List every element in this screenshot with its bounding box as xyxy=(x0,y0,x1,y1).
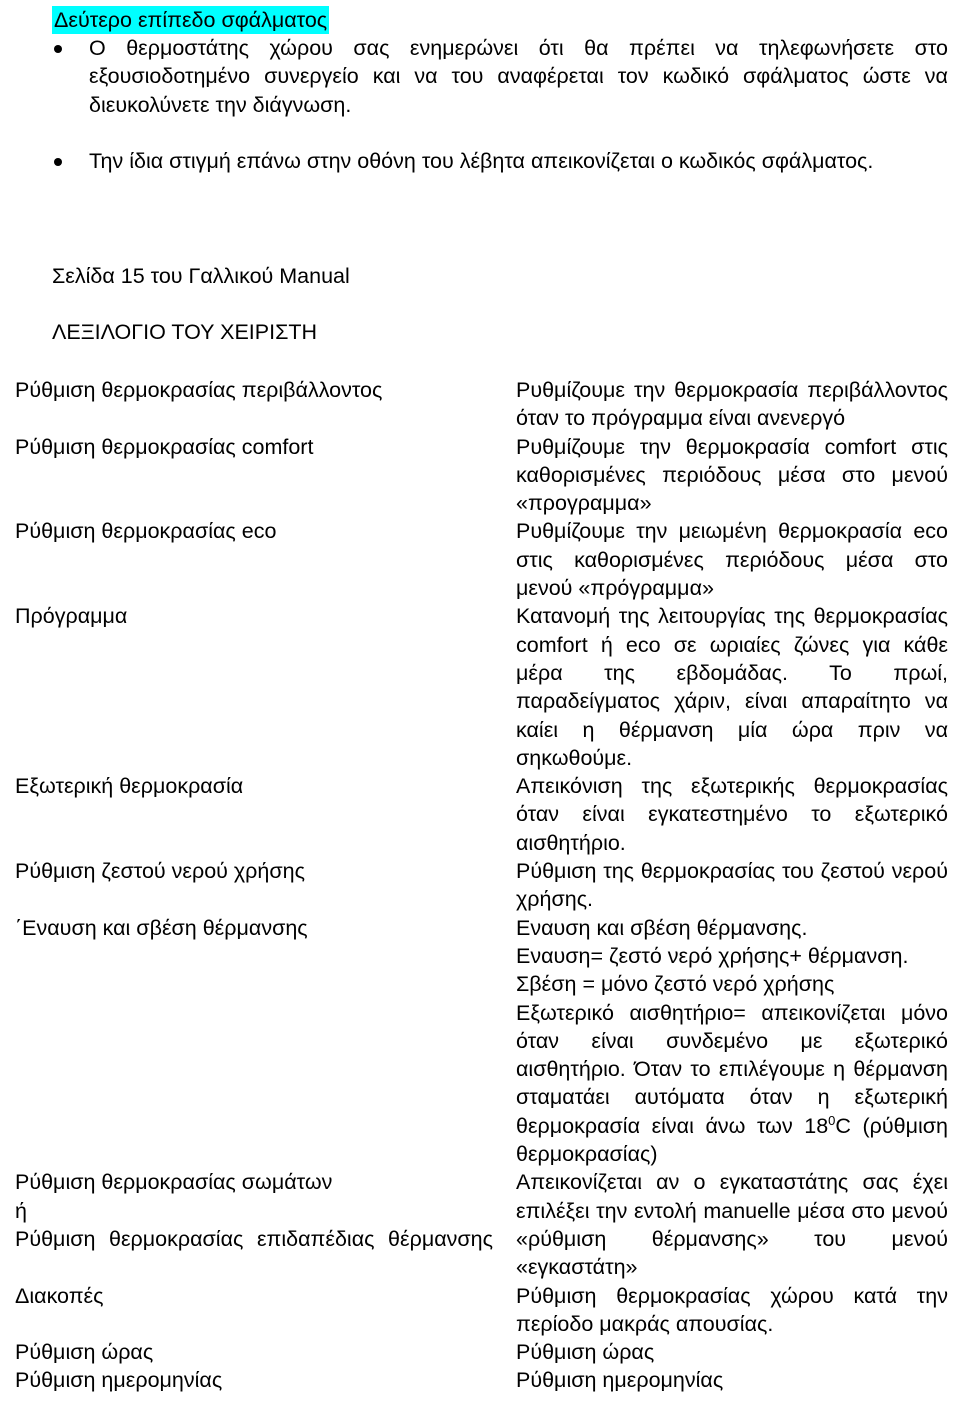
glossary-term xyxy=(0,1168,501,1281)
table-row xyxy=(0,1366,960,1394)
bullet-text: Ο θερμοστάτης χώρου σας ενημερώνει ότι θα πρέπει να τηλεφωνήσετε στο εξουσιοδοτημένο συνεργείο και να του αναφέρεται τον κωδικό σφάλματος ώστε να διευκολύνετε την διάγνωση. xyxy=(89,36,948,117)
glossary-term: Ρύθμιση ζεστού νερού χρήσης xyxy=(15,859,305,884)
table-row xyxy=(0,1168,960,1281)
table-row xyxy=(0,1282,960,1339)
glossary-definition: Ρυθμίζουμε την θερμοκρασία περιβάλλοντος όταν το πρόγραμμα είναι ανενεργό xyxy=(516,378,948,431)
glossary-definition: Κατανομή της λειτουργίας της θερμοκρασίας comfort ή eco σε ωριαίες ζώνες για κάθε μέρα της εβδομάδας. Το πρωί, παραδείγματος χάριν, είναι απαραίτητο να καίει η θέρμανση μία ώρα πριν να σηκωθούμε. xyxy=(516,604,948,770)
glossary-definition: Ρύθμιση ώρας xyxy=(516,1340,655,1365)
table-row xyxy=(0,602,960,772)
bullet-list xyxy=(0,34,960,175)
degree-superscript: 0 xyxy=(828,1112,836,1128)
table-row xyxy=(0,376,960,433)
definition-text: Εξωτερικό αισθητήριο= απεικονίζεται μόνο όταν είναι συνδεμένο με εξωτερικό αισθητήριο. Όταν το επιλέγουμε η θέρμανση σταματάει αυτόματα όταν η εξωτερική θερμοκρασία είναι άνω των 18 xyxy=(516,1000,948,1138)
bullet-icon xyxy=(54,158,62,166)
glossary-term: ΄Εναυση και σβέση θέρμανσης xyxy=(15,915,308,940)
glossary-term: Ρύθμιση θερμοκρασίας comfort xyxy=(15,434,314,459)
glossary-term: Διακοπές xyxy=(15,1283,104,1308)
list-item xyxy=(0,34,960,119)
glossary-table xyxy=(0,376,960,1395)
table-row xyxy=(0,1338,960,1366)
glossary-definition: Απεικονίζεται αν ο εγκαταστάτης σας έχει επιλέξει την εντολή manuelle μέσα στο μενού «ρύθμιση θέρμανσης» του μενού «εγκαστάτη» xyxy=(516,1170,948,1280)
table-row xyxy=(0,914,960,1169)
page-reference: Σελίδα 15 του Γαλλικού Manual xyxy=(52,264,350,288)
glossary-definition: Απεικόνιση της εξωτερικής θερμοκρασίας όταν είναι εγκατεστημένο το εξωτερικό αισθητήριο. xyxy=(516,774,948,855)
definition-line: Εναυση= ζεστό νερό χρήσης+ θέρμανση. xyxy=(516,943,909,968)
glossary-definition: Ρύθμιση της θερμοκρασίας του ζεστού νερού χρήσης. xyxy=(516,859,948,912)
definition-line: Σβέση = μόνο ζεστό νερό χρήσης xyxy=(516,972,835,997)
table-row xyxy=(0,772,960,857)
definition-line xyxy=(516,999,948,1169)
glossary-term: Πρόγραμμα xyxy=(15,604,128,629)
definition-text: C (ρύθμιση θερμοκρασίας) xyxy=(516,1113,948,1167)
bullet-icon xyxy=(54,45,62,53)
term-line: ή xyxy=(15,1198,27,1223)
table-row xyxy=(0,433,960,518)
glossary-term: Εξωτερική θερμοκρασία xyxy=(15,774,244,799)
list-item xyxy=(0,147,960,175)
definition-line: Εναυση και σβέση θέρμανσης. xyxy=(516,915,808,940)
section-heading: Δεύτερο επίπεδο σφάλματος xyxy=(54,8,328,32)
glossary-definition: Ρύθμιση ημερομηνίας xyxy=(516,1368,724,1393)
table-row xyxy=(0,517,960,602)
glossary-definition xyxy=(501,914,960,1169)
glossary-definition: Ρύθμιση θερμοκρασίας χώρου κατά την περίοδο μακράς απουσίας. xyxy=(516,1283,948,1336)
glossary-definition: Ρυθμίζουμε την μειωμένη θερμοκρασία eco στις καθορισμένες περιόδους μέσα στο μενού «πρόγραμμα» xyxy=(516,519,948,601)
glossary-term: Ρύθμιση θερμοκρασίας περιβάλλοντος xyxy=(15,378,383,402)
term-line: Ρύθμιση θερμοκρασίας σωμάτων xyxy=(15,1170,333,1195)
glossary-term: Ρύθμιση ώρας xyxy=(15,1340,154,1365)
glossary-term: Ρύθμιση ημερομηνίας xyxy=(15,1368,223,1393)
term-line: Ρύθμιση θερμοκρασίας επιδαπέδιας θέρμανσης xyxy=(15,1226,493,1251)
bullet-text: Την ίδια στιγμή επάνω στην οθόνη του λέβητα απεικονίζεται ο κωδικός σφάλματος. xyxy=(89,148,874,173)
glossary-title: ΛΕΞΙΛΟΓΙΟ ΤΟΥ ΧΕΙΡΙΣΤΗ xyxy=(52,320,318,344)
glossary-definition: Ρυθμίζουμε την θερμοκρασία comfort στις καθορισμένες περιόδους μέσα στο μενού «προγραμμα» xyxy=(516,434,948,516)
table-row xyxy=(0,857,960,914)
glossary-term: Ρύθμιση θερμοκρασίας eco xyxy=(15,519,277,544)
